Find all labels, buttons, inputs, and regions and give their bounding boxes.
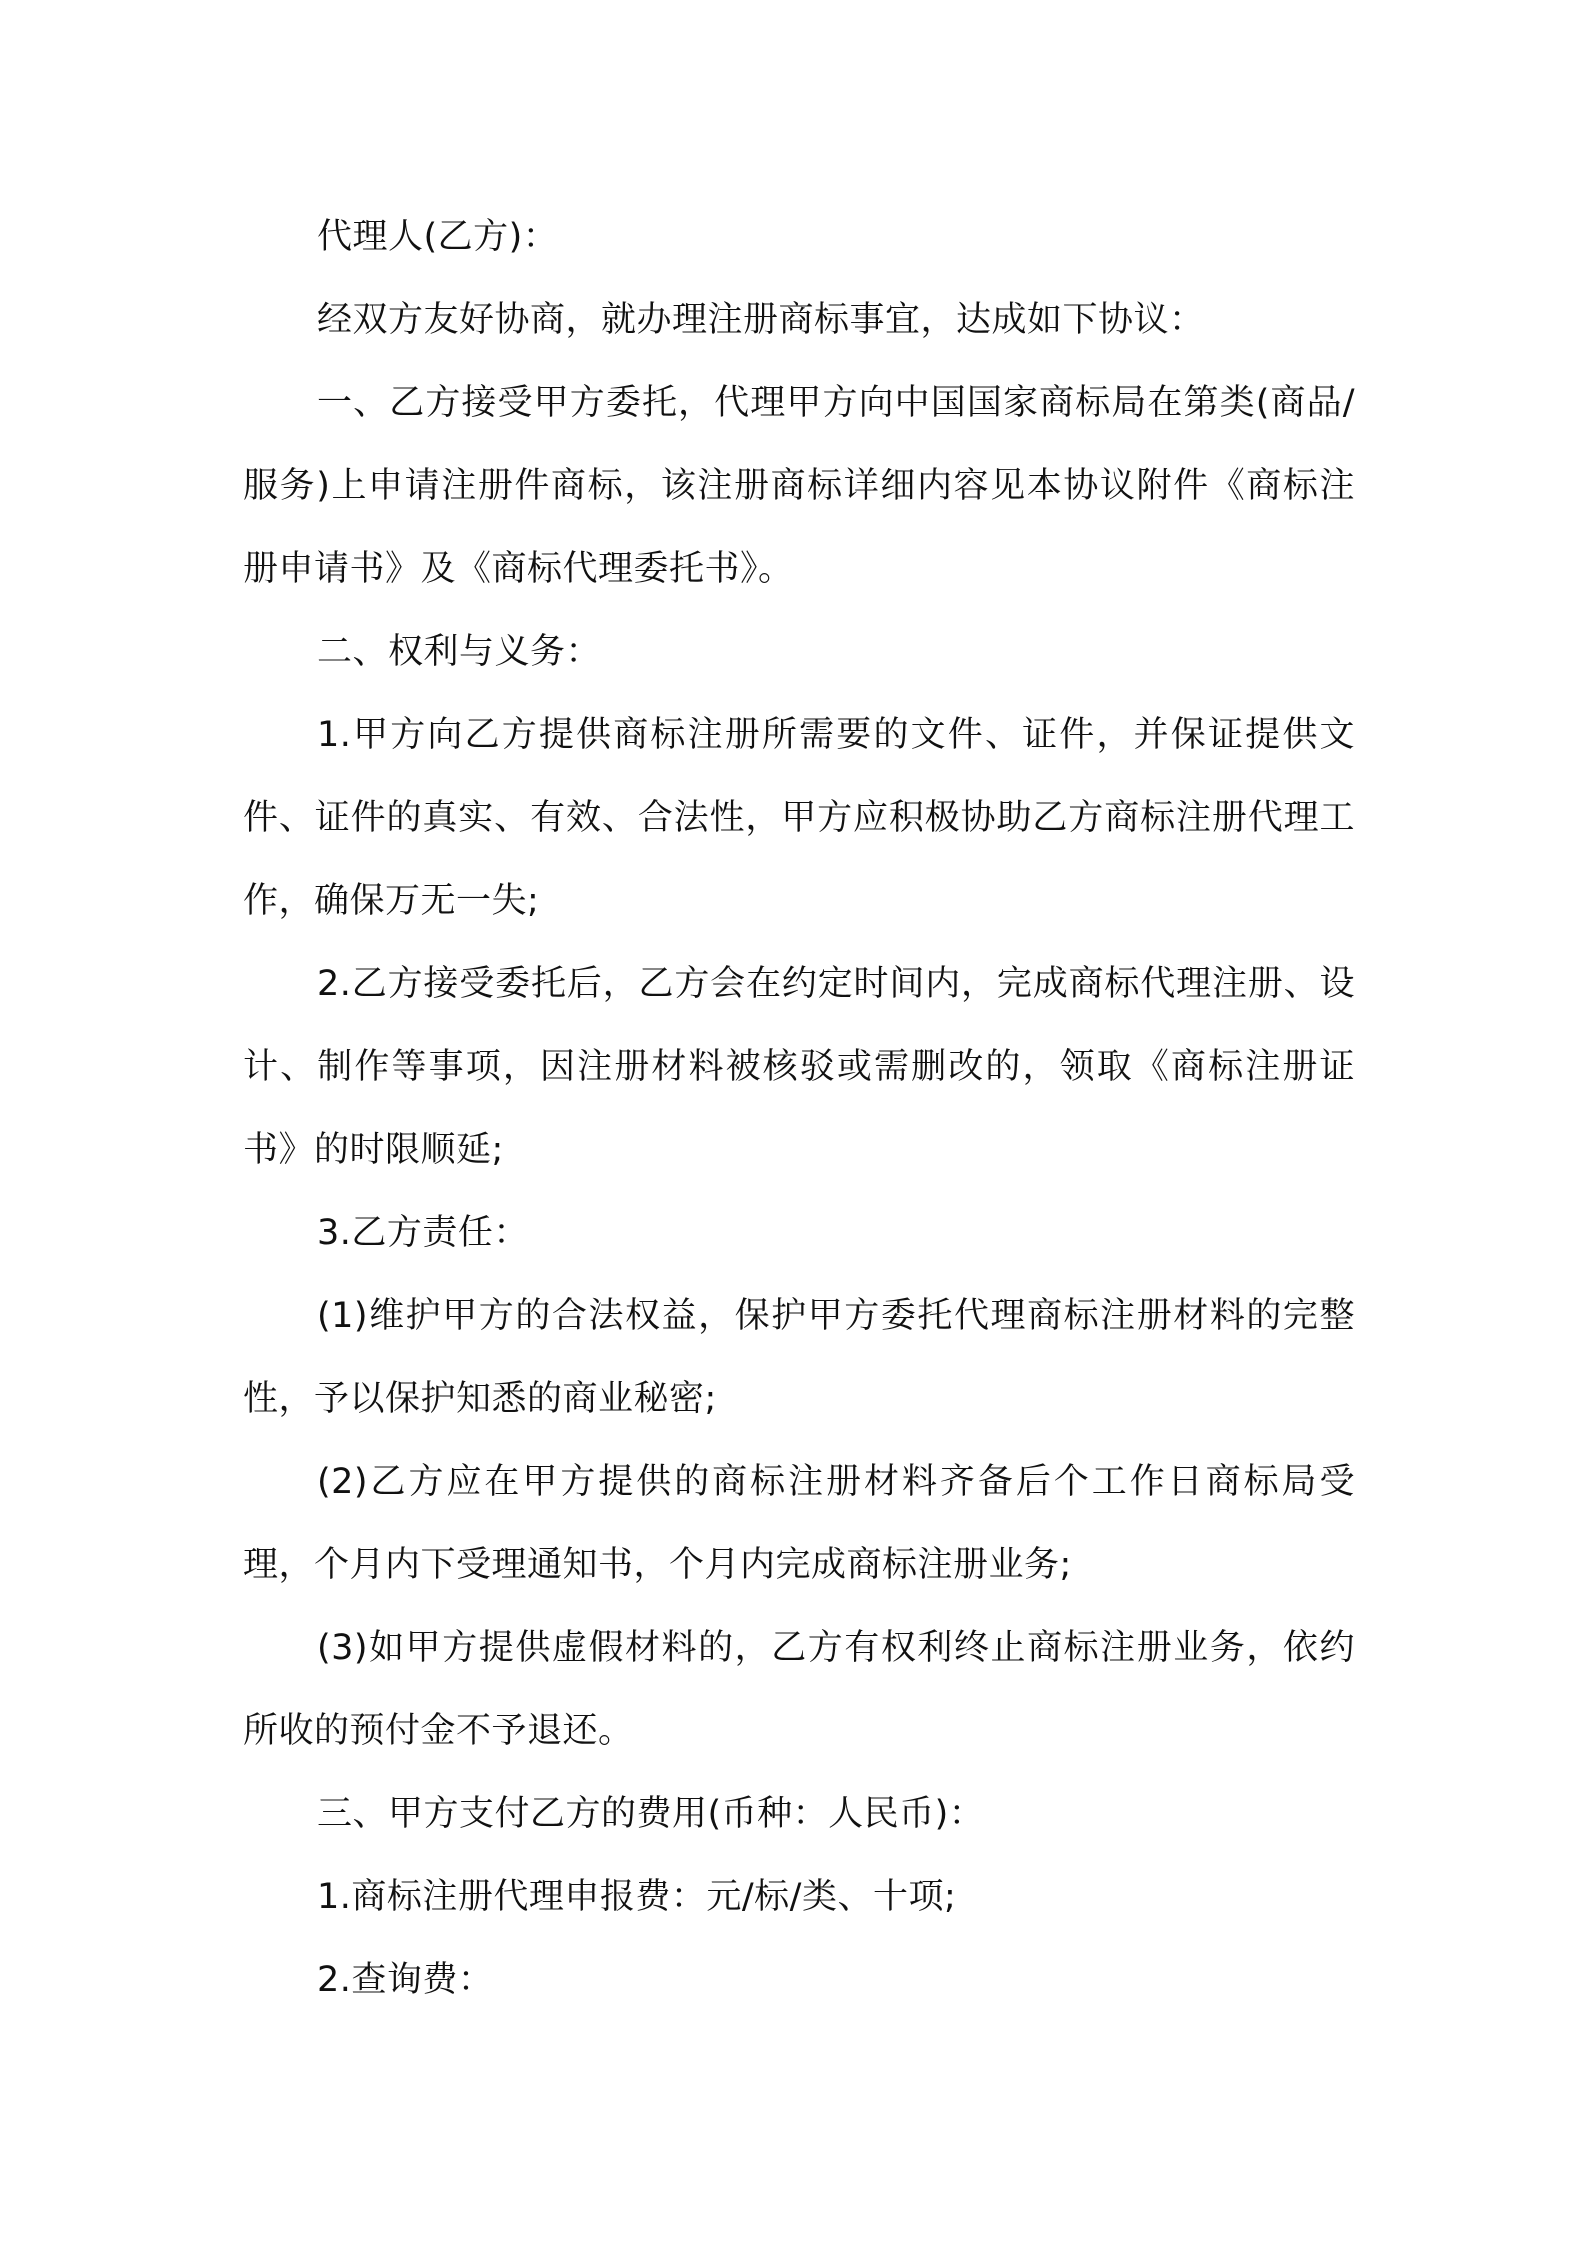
- paragraph-clause-2-2: 2.乙方接受委托后，乙方会在约定时间内，完成商标代理注册、设计、制作等事项，因注册材料被核驳或需删改的，领取《商标注册证书》的时限顺延;: [243, 964, 1355, 1170]
- paragraph-clause-2-3-1: (1)维护甲方的合法权益，保护甲方委托代理商标注册材料的完整性，予以保护知悉的商业秘密;: [243, 1296, 1355, 1419]
- paragraph-agent: 代理人(乙方)：: [317, 217, 559, 257]
- paragraph-section-1: 一、乙方接受甲方委托，代理甲方向中国国家商标局在第类(商品/服务)上申请注册件商标，该注册商标详细内容见本协议附件《商标注册申请书》及《商标代理委托书》。: [243, 383, 1355, 589]
- paragraph-clause-2-3-3: (3)如甲方提供虚假材料的，乙方有权利终止商标注册业务，依约所收的预付金不予退还。: [243, 1628, 1355, 1751]
- paragraph-clause-2-3: 3.乙方责任：: [317, 1213, 529, 1253]
- document-body: [243, 196, 1355, 2022]
- paragraph-clause-2-3-2: (2)乙方应在甲方提供的商标注册材料齐备后个工作日商标局受理，个月内下受理通知书，个月内完成商标注册业务;: [243, 1462, 1355, 1585]
- paragraph-clause-2-1: 1.甲方向乙方提供商标注册所需要的文件、证件，并保证提供文件、证件的真实、有效、合法性，甲方应积极协助乙方商标注册代理工作，确保万无一失;: [243, 715, 1355, 921]
- paragraph-clause-3-1: 1.商标注册代理申报费：元/标/类、十项;: [317, 1877, 957, 1917]
- paragraph-section-2-heading: 二、权利与义务：: [317, 632, 602, 672]
- paragraph-clause-3-2: 2.查询费：: [317, 1960, 494, 2000]
- paragraph-agreement-intro: 经双方友好协商，就办理注册商标事宜，达成如下协议：: [317, 300, 1205, 340]
- paragraph-section-3-heading: 三、甲方支付乙方的费用(币种：人民币)：: [317, 1794, 985, 1834]
